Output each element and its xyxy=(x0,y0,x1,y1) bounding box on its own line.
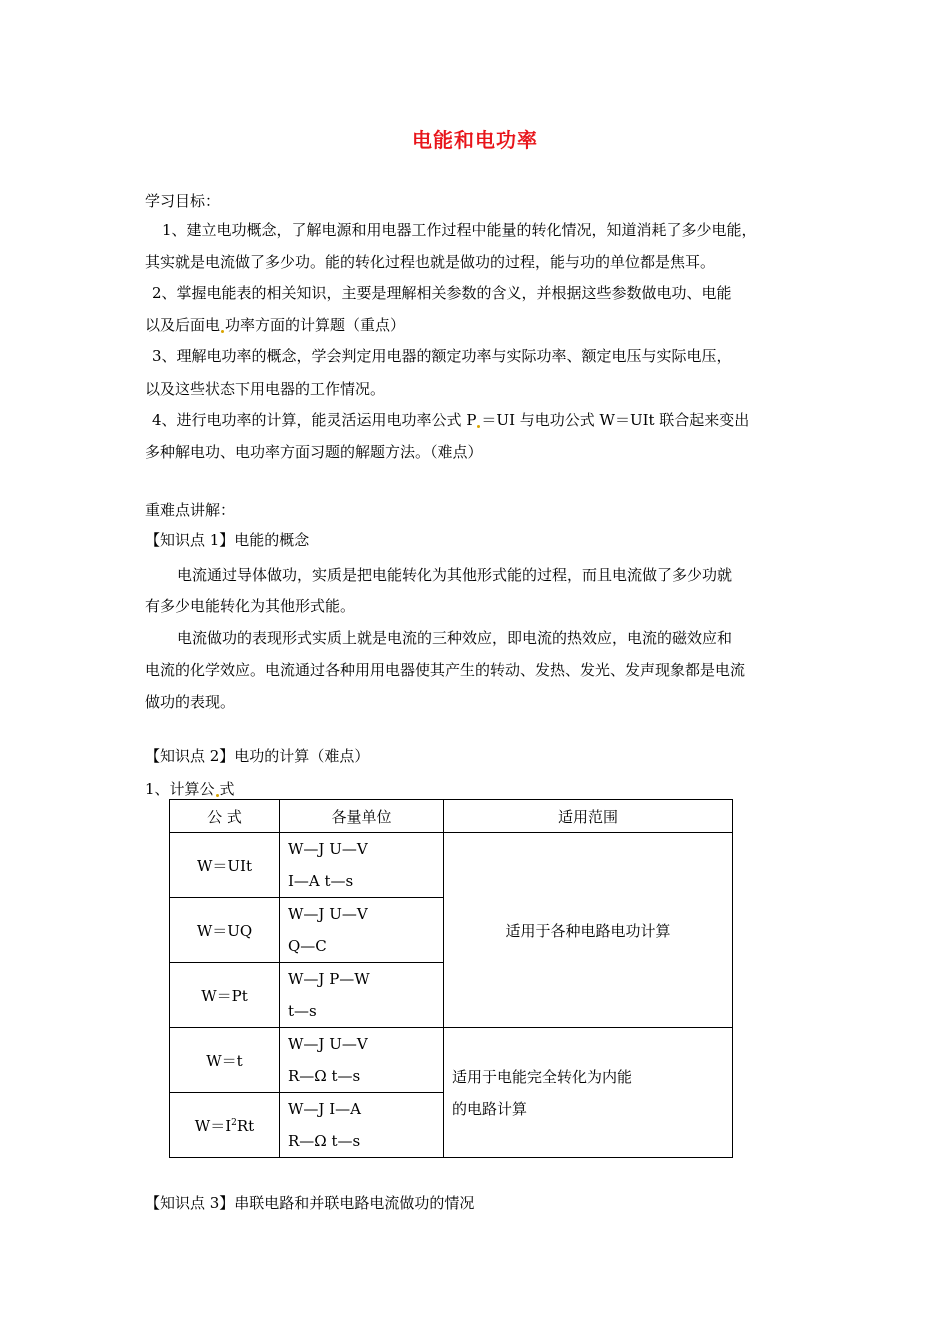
formula-cell: W＝UQ xyxy=(170,898,280,963)
goal-4-line-1-b: ＝UI 与电功公式 W＝UIt 联合起来变出 xyxy=(481,411,750,429)
goal-4-line-1-a: 4、进行电功率的计算，能灵活运用电功率公式 P xyxy=(152,411,477,429)
scope-cell: 适用于各种电路电功计算 xyxy=(444,833,733,1028)
goal-1-line-1: 1、建立电功概念，了解电源和用电器工作过程中能量的转化情况，知道消耗了多少电能， xyxy=(162,221,757,239)
goal-4-line-2: 多种解电功、电功率方面习题的解题方法。（难点） xyxy=(145,443,483,461)
formula-cell: W＝UIt xyxy=(170,833,280,898)
kp1-para1-line2: 有多少电能转化为其他形式能。 xyxy=(145,597,356,615)
table-row xyxy=(170,1028,733,1093)
formula-cell: W＝Pt xyxy=(170,963,280,1028)
annotation-mark xyxy=(216,794,219,797)
goal-2-line-1: 2、掌握电能表的相关知识，主要是理解相关参数的含义，并根据这些参数做电功、电能 xyxy=(152,284,732,302)
formula-cell xyxy=(170,1093,280,1158)
annotation-mark xyxy=(477,425,480,428)
key-heading: 重难点讲解： xyxy=(145,501,236,519)
kp3-title: 【知识点 3】串联电路和并联电路电流做功的情况 xyxy=(145,1194,475,1212)
goals-heading: 学习目标： xyxy=(145,192,221,210)
goal-2-line-2-a: 以及后面电 xyxy=(145,316,221,334)
units-line: W—J U—V xyxy=(288,840,368,858)
kp1-para2-line3: 做功的表现。 xyxy=(145,693,236,711)
formula-cell: W＝t xyxy=(170,1028,280,1093)
units-line: t—s xyxy=(288,1002,317,1020)
goal-3-line-1: 3、理解电功率的概念，学会判定用电器的额定功率与实际功率、额定电压与实际电压， xyxy=(152,347,732,365)
units-line: I—A t—s xyxy=(288,872,354,890)
units-line: R—Ω t—s xyxy=(288,1132,361,1150)
formula-part: Rt xyxy=(236,1116,255,1135)
annotation-mark xyxy=(221,330,224,333)
goal-3-line-2: 以及这些状态下用电器的工作情况。 xyxy=(145,380,386,398)
formula-exponent: 2 xyxy=(231,1117,237,1128)
units-line: W—J U—V xyxy=(288,905,368,923)
units-line: R—Ω t—s xyxy=(288,1067,361,1085)
units-line: W—J U—V xyxy=(288,1035,368,1053)
goal-4-line-1 xyxy=(152,409,749,431)
units-cell xyxy=(280,1028,444,1093)
units-cell xyxy=(280,833,444,898)
kp2-subtitle-b: 式 xyxy=(219,780,235,798)
header-formula: 公 式 xyxy=(170,800,280,833)
scope-cell xyxy=(444,1028,733,1158)
formula-part: W＝I xyxy=(194,1116,232,1135)
scope-line: 适用于电能完全转化为内能 xyxy=(452,1067,633,1086)
goal-2-line-2-b: 功率方面的计算题（重点） xyxy=(225,316,406,334)
kp2-title: 【知识点 2】电功的计算（难点） xyxy=(145,747,370,765)
kp1-para1-line1: 电流通过导体做功，实质是把电能转化为其他形式能的过程，而且电流做了多少功就 xyxy=(177,566,733,584)
goal-1-line-2: 其实就是电流做了多少功。能的转化过程也就是做功的过程，能与功的单位都是焦耳。 xyxy=(145,253,716,271)
page-title: 电能和电功率 xyxy=(412,128,538,152)
formula-table xyxy=(169,799,733,1158)
kp1-title: 【知识点 1】电能的概念 xyxy=(145,531,310,549)
units-line: Q—C xyxy=(288,937,327,955)
header-scope: 适用范围 xyxy=(444,800,733,833)
units-cell xyxy=(280,898,444,963)
units-line: W—J I—A xyxy=(288,1100,361,1118)
goal-2-line-2 xyxy=(145,314,405,336)
kp2-subtitle-a: 1、计算公 xyxy=(145,780,215,798)
kp1-para2-line1: 电流做功的表现形式实质上就是电流的三种效应，即电流的热效应，电流的磁效应和 xyxy=(177,629,733,647)
scope-line: 的电路计算 xyxy=(452,1099,528,1118)
header-units: 各量单位 xyxy=(280,800,444,833)
kp1-para2-line2: 电流的化学效应。电流通过各种用用电器使其产生的转动、发热、发光、发声现象都是电流 xyxy=(145,661,746,679)
units-cell xyxy=(280,963,444,1028)
units-cell xyxy=(280,1093,444,1158)
units-line: W—J P—W xyxy=(288,970,370,988)
table-header-row xyxy=(170,800,733,833)
table-row xyxy=(170,833,733,898)
kp2-subtitle xyxy=(145,778,235,800)
